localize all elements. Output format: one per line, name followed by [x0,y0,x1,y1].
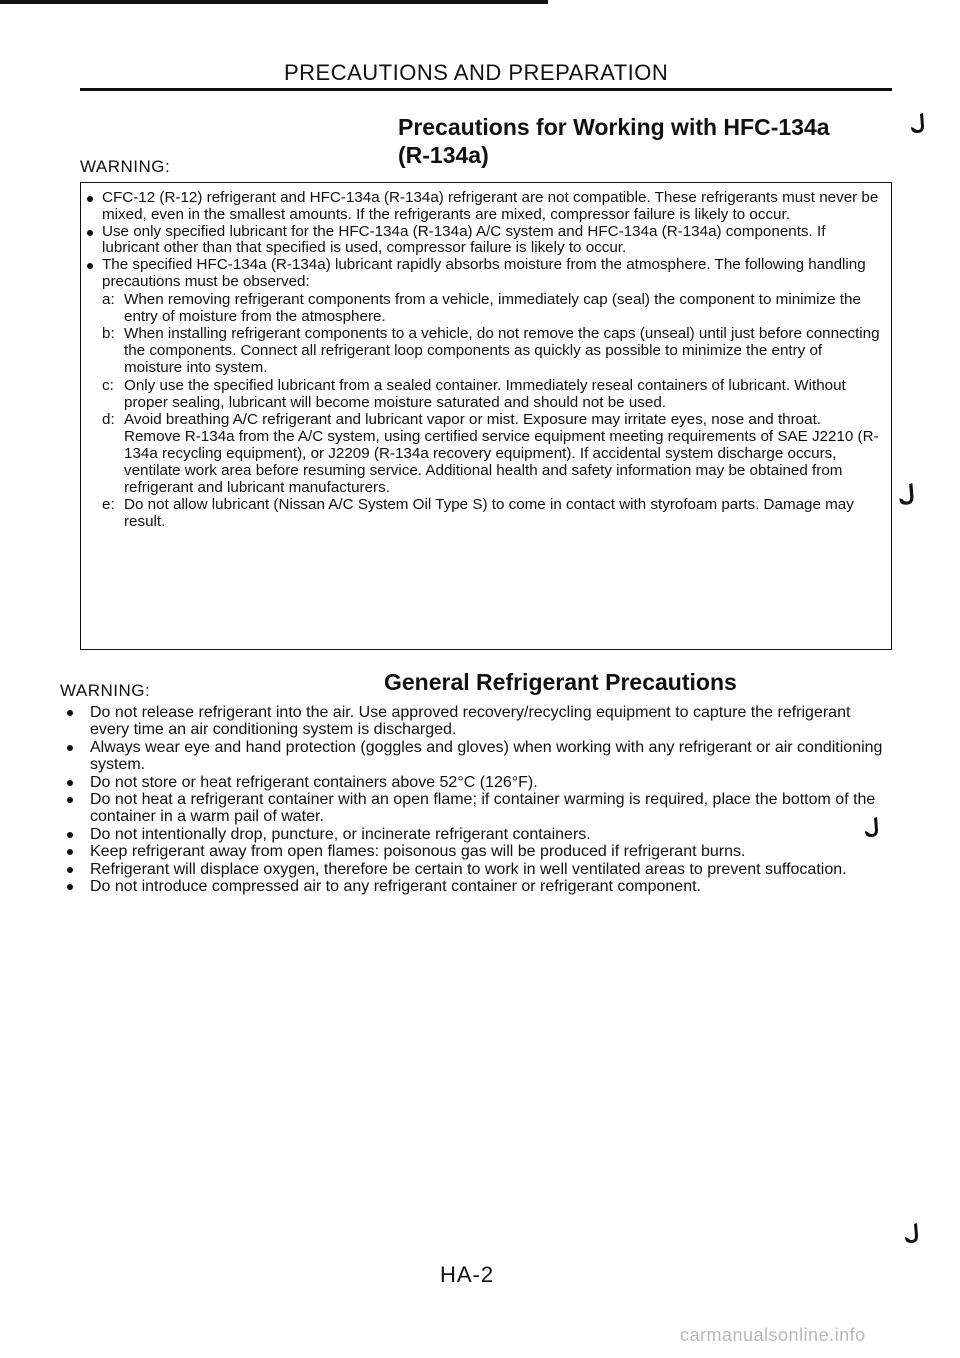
precaution-text: Only use the specified lubricant from a sealed container. Immediately reseal containers of lubricant. Without proper sealing, lubricant will become moisture saturated and should not be used. [124,376,846,411]
section2-bullet-list [62,704,888,895]
revision-check-mark-icon [908,112,928,136]
handling-precautions-list [102,292,880,531]
precaution-item-c [102,378,880,412]
section2-bullet-5: Do not intentionally drop, puncture, or incinerate refrigerant containers. [62,826,888,843]
precaution-letter: b: [102,325,115,343]
precaution-text: Avoid breathing A/C refrigerant and lubricant vapor or mist. Exposure may irritate eyes, nose and throat. Remove R-134a from the A/C system, using certified service equipment meeting requirements of SAE J2210 (R-134a recycling equipment), or J2209 (R-134a recovery equipment). If accidental system discharge occurs, ventilate work area before resuming service. Additional health and safety information may be obtained from refrigerant and lubricant manufacturers. [124,411,879,496]
section2-bullet-2: Always wear eye and hand protection (goggles and gloves) when working with any refrigerant or air conditioning system. [62,739,888,774]
section1-bullet-1: CFC-12 (R-12) refrigerant and HFC-134a (R-134a) refrigerant are not compatible. These refrigerants must never be mixed, even in the smallest amounts. If the refrigerants are mixed, compressor failure is likely to occur. [84,190,880,224]
section1-title: Precautions for Working with HFC-134a (R-134a) [398,114,830,168]
precaution-text: Do not allow lubricant (Nissan A/C System Oil Type S) to come in contact with styrofoam parts. Damage may result. [124,496,854,531]
section2-bullet-6: Keep refrigerant away from open flames: poisonous gas will be produced if refrigerant burns. [62,843,888,860]
section1-bullet-list [84,190,880,531]
section2-warning-label: WARNING: [60,681,151,700]
section1-warning-label: WARNING: [80,157,171,176]
revision-check-mark-icon [896,482,918,508]
page-number: HA-2 [440,1262,495,1287]
section2-title: General Refrigerant Precautions [384,669,737,695]
revision-check-mark-icon [862,816,882,840]
section2-bullet-8: Do not introduce compressed air to any refrigerant container or refrigerant component. [62,878,888,895]
warning-box-content [84,190,880,531]
watermark: carmanualsonline.info [680,1325,866,1345]
precaution-item-a [102,292,880,326]
precaution-letter: d: [102,411,115,429]
section2-bullet-4: Do not heat a refrigerant container with an open flame; if container warming is required, place the bottom of the container in a warm pail of water. [62,791,888,826]
section1-bullet-2: Use only specified lubricant for the HFC-134a (R-134a) A/C system and HFC-134a (R-134a) components. If lubricant other than that specified is used, compressor failure is likely to occur. [84,224,880,258]
page-header-title: PRECAUTIONS AND PREPARATION [284,60,669,85]
section1-bullet-3 [84,257,880,531]
precaution-letter: c: [102,376,114,394]
revision-check-mark-icon [902,1222,922,1246]
section1-bullet-3-text: The specified HFC-134a (R-134a) lubricant rapidly absorbs moisture from the atmosphere. The following handling precautions must be observed: [102,256,866,290]
precaution-letter: a: [102,290,115,308]
section2-bullet-1: Do not release refrigerant into the air. Use approved recovery/recycling equipment to capture the refrigerant every time an air conditioning system is discharged. [62,704,888,739]
precaution-item-b [102,326,880,376]
section2-bullet-7: Refrigerant will displace oxygen, therefore be certain to work in well ventilated areas to prevent suffocation. [62,861,888,878]
precaution-letter: e: [102,496,115,514]
section2-bullet-3: Do not store or heat refrigerant containers above 52°C (126°F). [62,774,888,791]
precaution-text: When removing refrigerant components from a vehicle, immediately cap (seal) the component to minimize the entry of moisture from the atmosphere. [124,290,861,325]
header-rule [80,88,892,91]
precaution-text: When installing refrigerant components to a vehicle, do not remove the caps (unseal) until just before connecting the components. Connect all refrigerant loop components as quickly as possible to minimize the entry of moisture into system. [124,325,880,376]
top-border-line [0,0,548,4]
precaution-item-d [102,412,880,496]
precaution-item-e [102,497,880,531]
